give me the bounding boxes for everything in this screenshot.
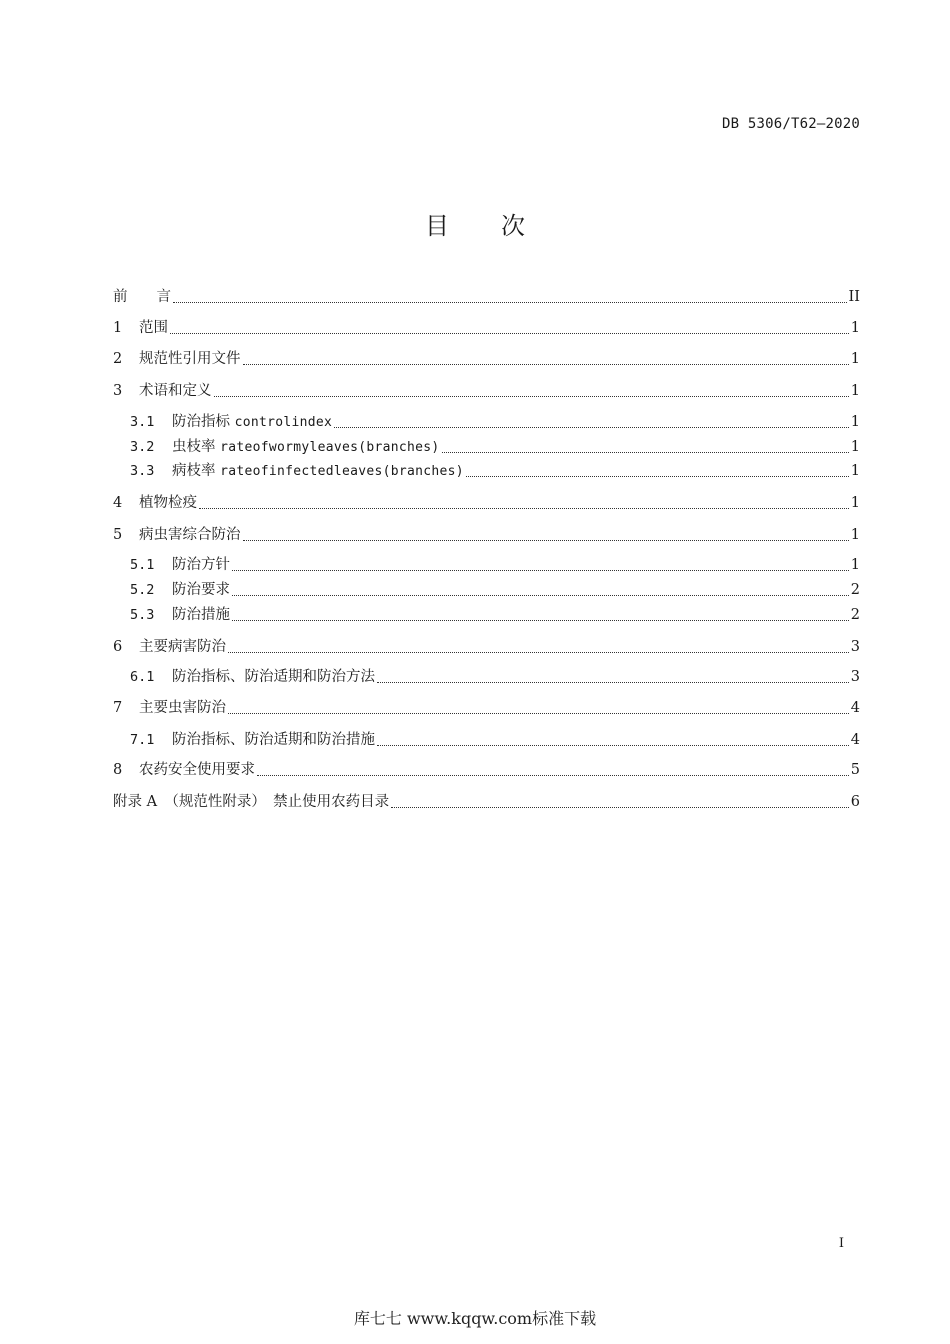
toc-entry-label-text: 虫枝率: [172, 439, 216, 455]
toc-leader-dots: [232, 594, 849, 596]
toc-entry[interactable]: [130, 555, 860, 575]
toc-entry[interactable]: [130, 412, 860, 432]
document-code: DB 5306/T62—2020: [721, 116, 860, 132]
toc-entry-page: 4: [850, 700, 860, 716]
toc-leader-dots: [232, 569, 849, 571]
toc-entry-number: 5.3: [130, 607, 155, 623]
toc-entry-label: [139, 349, 241, 369]
toc-entry-label-text: 植物检疫: [139, 495, 197, 511]
toc-entry[interactable]: [130, 605, 860, 625]
toc-entry-page: 1: [850, 320, 860, 336]
toc-entry[interactable]: [113, 525, 860, 545]
toc-entry-page: 1: [850, 383, 860, 399]
toc-entry-label: [172, 730, 375, 750]
toc-entry-label-text: 防治方针: [172, 557, 230, 573]
toc-entry-page: 6: [850, 794, 860, 810]
toc-entry-number: 3.3: [130, 463, 155, 479]
toc-entry-label: [139, 698, 226, 718]
toc-leader-dots: [232, 619, 849, 621]
toc-leader-dots: [377, 681, 849, 683]
toc-entry-label: [139, 493, 197, 513]
toc-leader-dots: [228, 651, 849, 653]
toc-entry-english-term: controlindex: [234, 415, 333, 430]
toc-entry-page: 1: [850, 439, 860, 455]
toc-leader-dots: [334, 426, 849, 428]
toc-entry-label: [113, 287, 171, 307]
toc-entry-label: [172, 605, 230, 625]
toc-entry-label: [139, 637, 226, 657]
toc-leader-dots: [243, 539, 849, 541]
toc-title-char-2: 次: [501, 212, 525, 240]
toc-entry-label-text: 附录 A （规范性附录） 禁止使用农药目录: [113, 794, 390, 810]
toc-leader-dots: [243, 363, 849, 365]
toc-entry-number: 6.1: [130, 669, 155, 685]
toc-entry-english-term: rateofinfectedleaves(branches): [220, 464, 464, 479]
toc-entry-label: [113, 792, 389, 812]
toc-entry-label-text: 规范性引用文件: [139, 351, 241, 367]
toc-entry-page: 2: [850, 607, 860, 623]
toc-entry-label-text: 防治要求: [172, 582, 230, 598]
toc-entry[interactable]: [113, 637, 860, 657]
toc-entry-number: 3.1: [130, 414, 155, 430]
toc-entry-label-text: 农药安全使用要求: [139, 762, 255, 778]
toc-entry-page: 3: [850, 639, 860, 655]
toc-entry-page: 1: [850, 527, 860, 543]
toc-entry-label: [139, 318, 168, 338]
toc-entry[interactable]: [130, 580, 860, 600]
toc-entry-number: 8: [113, 762, 123, 778]
toc-entry-label: [139, 525, 241, 545]
toc-entry-number: 4: [113, 495, 123, 511]
toc-entry[interactable]: [113, 287, 860, 307]
toc-leader-dots: [391, 806, 849, 808]
toc-entry-label: [172, 555, 230, 575]
toc-entry-label-text: 病枝率: [172, 463, 216, 479]
toc-entry-number: 5.2: [130, 582, 155, 598]
toc-entry-label: [172, 412, 332, 433]
toc-title: [0, 206, 950, 241]
toc-entry-page: 3: [850, 669, 860, 685]
toc-entry-label: [139, 381, 212, 401]
toc-leader-dots: [257, 774, 849, 776]
toc-entry-label-text: 术语和定义: [139, 383, 212, 399]
toc-entry-label: [172, 437, 440, 458]
watermark-text: 库七七 www.kqqw.com标准下载: [353, 1309, 597, 1328]
toc-entry[interactable]: [113, 318, 860, 338]
toc-entry[interactable]: [130, 437, 860, 457]
toc-entry-label-text: 防治措施: [172, 607, 230, 623]
toc-leader-dots: [442, 451, 849, 453]
toc-leader-dots: [170, 332, 849, 334]
toc-title-char-1: 目: [425, 212, 449, 240]
toc-entry-page: 1: [850, 414, 860, 430]
toc-entry-label-text: 主要虫害防治: [139, 700, 226, 716]
toc-entry[interactable]: [113, 760, 860, 780]
toc-entry-label: [139, 760, 255, 780]
toc-entry-page: 5: [850, 762, 860, 778]
toc-entry-label-text: 前 言: [113, 289, 171, 305]
toc-entry-label-text: 范围: [139, 320, 168, 336]
toc-leader-dots: [199, 507, 849, 509]
toc-entry-number: 6: [113, 639, 123, 655]
toc-entry-page: 1: [850, 351, 860, 367]
toc-entry[interactable]: [130, 730, 860, 750]
toc-entry-label: [172, 667, 375, 687]
toc-entry[interactable]: [130, 667, 860, 687]
toc-entry-number: 7: [113, 700, 123, 716]
toc-leader-dots: [173, 301, 847, 303]
toc-leader-dots: [466, 475, 849, 477]
toc-entry-number: 3.2: [130, 439, 155, 455]
toc-entry-label-text: 防治指标: [172, 414, 230, 430]
toc-entry-label-text: 病虫害综合防治: [139, 527, 241, 543]
toc-entry-number: 5.1: [130, 557, 155, 573]
toc-entry-number: 3: [113, 383, 123, 399]
toc-entry-label: [172, 580, 230, 600]
toc-entry-number: 2: [113, 351, 123, 367]
toc-entry[interactable]: [113, 698, 860, 718]
toc-entry[interactable]: [130, 461, 860, 481]
toc-entry-number: 1: [113, 320, 123, 336]
toc-entry-label-text: 防治指标、防治适期和防治方法: [172, 669, 375, 685]
toc-entry[interactable]: [113, 792, 860, 812]
toc-entry-label-text: 主要病害防治: [139, 639, 226, 655]
toc-entry-number: 7.1: [130, 732, 155, 748]
toc-entry-page: 4: [850, 732, 860, 748]
toc-entry-label-text: 防治指标、防治适期和防治措施: [172, 732, 375, 748]
page-number: I: [838, 1236, 844, 1251]
toc-entry[interactable]: [113, 381, 860, 401]
toc-leader-dots: [228, 712, 849, 714]
toc-entry-page: 1: [850, 557, 860, 573]
toc-entry-page: 1: [850, 495, 860, 511]
toc-entry[interactable]: [113, 349, 860, 369]
toc-entry-page: II: [848, 289, 860, 305]
toc-leader-dots: [377, 744, 849, 746]
toc-entry-number: 5: [113, 527, 123, 543]
toc-leader-dots: [214, 395, 849, 397]
toc-entry[interactable]: [113, 493, 860, 513]
toc-entry-page: 1: [850, 463, 860, 479]
toc-entry-page: 2: [850, 582, 860, 598]
toc-entry-label: [172, 461, 464, 482]
toc-entry-english-term: rateofwormyleaves(branches): [220, 440, 440, 455]
